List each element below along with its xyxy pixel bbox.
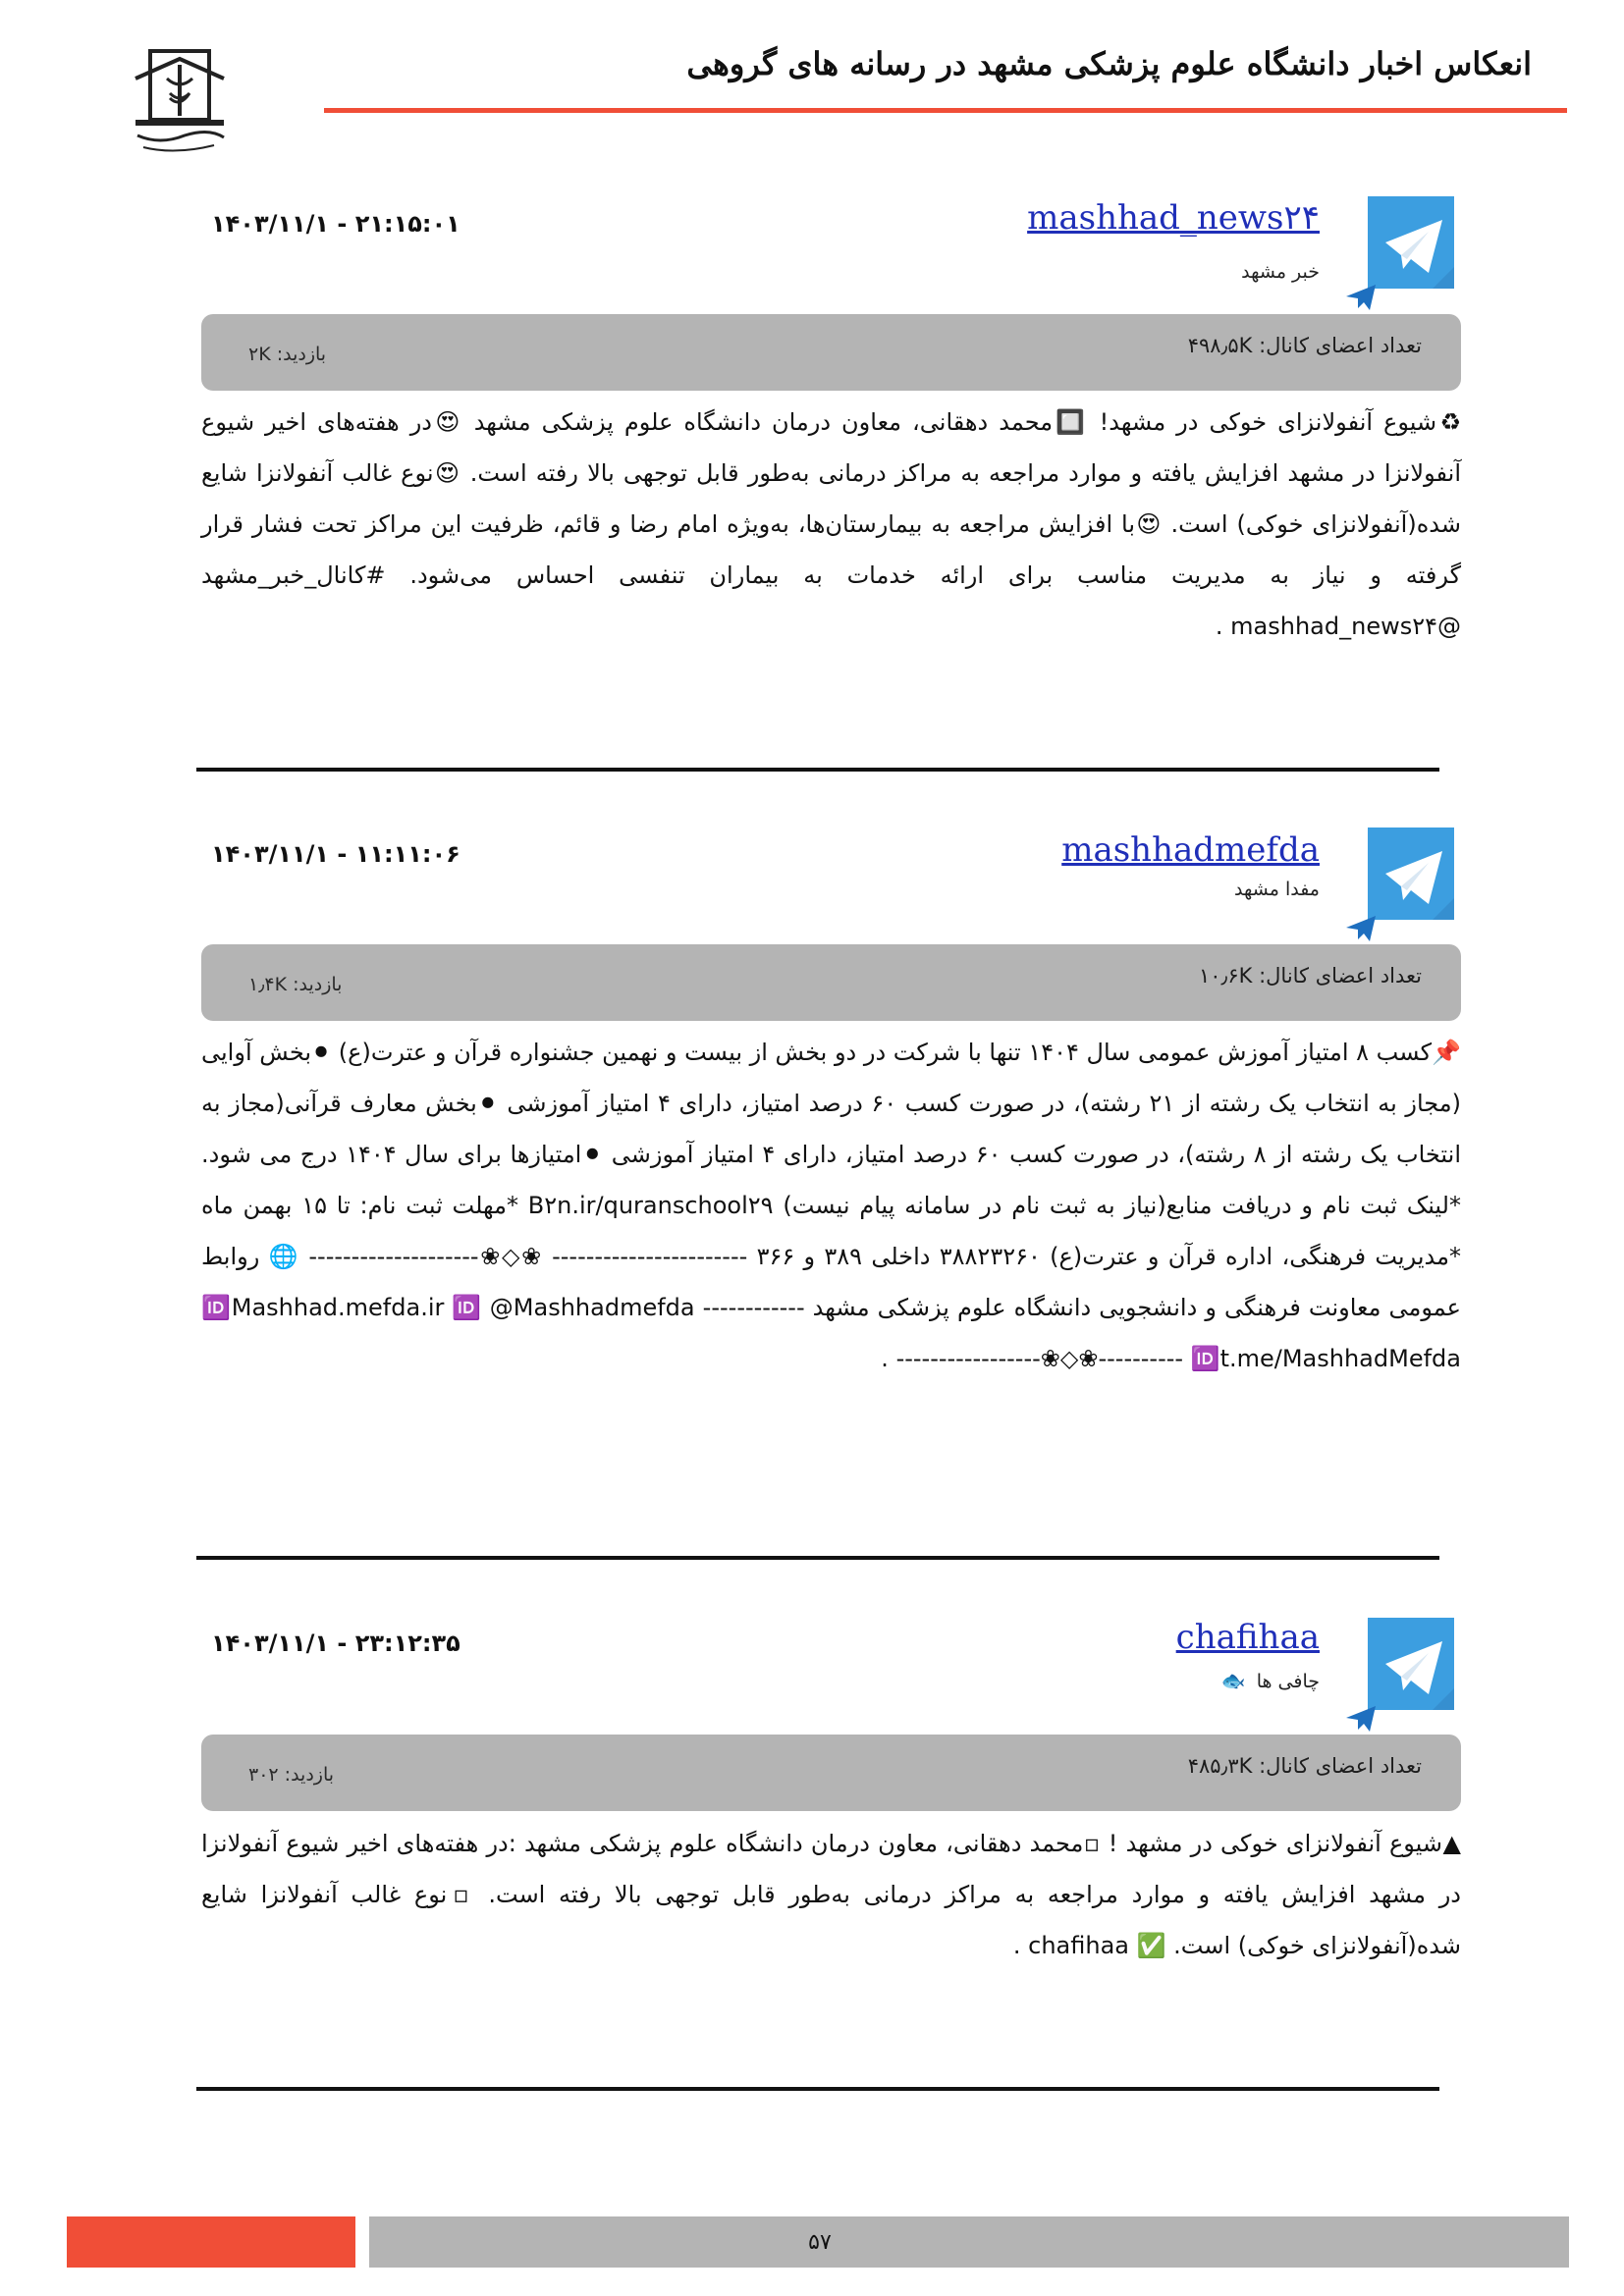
channel-link[interactable]: mashhad_news۲۴ (1027, 198, 1320, 238)
post-text (201, 397, 1461, 652)
fish-icon: 🐟 (1220, 1669, 1246, 1692)
member-count: تعداد اعضای کانال: ۴۹۸٫۵K (1187, 334, 1422, 357)
page-title: انعکاس اخبار دانشگاه علوم پزشکی مشهد در رسانه های گروهی (686, 45, 1532, 82)
header-rule (324, 108, 1567, 113)
stats-bar (201, 1735, 1461, 1811)
channel-link[interactable]: chafihaa (1175, 1618, 1320, 1657)
view-count: بازدید: ۲K (248, 344, 327, 365)
stats-bar (201, 314, 1461, 391)
view-count: بازدید: ۱٫۴K (248, 974, 343, 995)
post-body: 📌کسب ۸ امتیاز آموزش عمومی سال ۱۴۰۴ تنها با شرکت در دو بخش از بیست و نهمین جشنواره قرآن و عترت(ع) ⚫بخش آوایی (مجاز به انتخاب یک رشته از ۲۱ رشته)، در صورت کسب ۶۰ درصد امتیاز، دارای ۴ امتیاز آموزشی ⚫بخش معارف قرآنی(مجاز به انتخاب یک رشته از ۸ رشته)، در صورت کسب ۶۰ درصد امتیاز، دارای ۴ امتیاز آموزشی ⚫امتیازها برای سال ۱۴۰۴ درج می شود. *لینک ثبت نام و دریافت منابع(نیاز به ثبت نام در سامانه پیام نیست) B۲n.ir/quranschool۲۹ *مهلت ثبت نام: تا ۱۵ بهمن ماه *مدیریت فرهنگی، اداره قرآن و عترت(ع) ۳۸۸۲۳۲۶۰ داخلی ۳۸۹ و ۳۶۶ ----------------------- ❀◇❀-------------------- 🌐 روابط عمومی معاونت فرهنگی و دانشجویی دانشگاه علوم پزشکی مشهد ------------ 🆔Mashhad.mefda.ir 🆔 @Mashhadmefda -----------------❀◇❀---------- 🆔t.me/MashhadMefda . (201, 1039, 1462, 1372)
post-body: ▲شیوع آنفولانزای خوکی در مشهد ! ▫محمد دهقانی، معاون درمان دانشگاه علوم پزشکی مشهد :در هفته‌های اخیر شیوع آنفولانزا در مشهد افزایش یافته و موارد مراجعه به مراکز درمانی به‌طور قابل توجهی بالا رفته است. ▫نوع غالب آنفولانزا شایع شده(آنفولانزای خوکی) است. ✅ chafihaa . (201, 1830, 1461, 1959)
member-count: تعداد اعضای کانال: ۴۸۵٫۳K (1187, 1754, 1422, 1778)
channel-name: مفدا مشهد (1234, 879, 1320, 900)
post-separator (196, 2087, 1439, 2091)
channel-name: خبر مشهد (1241, 261, 1320, 283)
telegram-icon (1368, 1618, 1460, 1710)
channel-name-row (982, 1669, 1320, 1692)
stats-bar (201, 944, 1461, 1021)
post-datetime: ۱۴۰۳/۱۱/۱ - ۱۱:۱۱:۰۶ (211, 840, 460, 868)
post-datetime: ۱۴۰۳/۱۱/۱ - ۲۱:۱۵:۰۱ (211, 210, 460, 238)
channel-name: چافی ها (1256, 1671, 1320, 1692)
footer-accent-bar (67, 2216, 355, 2268)
channel-link[interactable]: mashhadmefda (1061, 830, 1320, 870)
post-body: ♻شیوع آنفولانزای خوکی در مشهد! 🔲محمد دهقانی، معاون درمان دانشگاه علوم پزشکی مشهد 😍در هفته‌های اخیر شیوع آنفولانزا در مشهد افزایش یافته و موارد مراجعه به مراکز درمانی به‌طور قابل توجهی بالا رفته است. 😍نوع غالب آنفولانزا شایع شده(آنفولانزای خوکی) است. 😍با افزایش مراجعه به بیمارستان‌ها، به‌ویژه امام رضا و قائم، ظرفیت این مراکز تحت فشار قرار گرفته و نیاز به مدیریت مناسب برای ارائه خدمات به بیماران تنفسی احساس می‌شود. #کانال_خبر_مشهد @mashhad_news۲۴ . (201, 408, 1461, 640)
page-number: ۵۷ (808, 2230, 832, 2255)
view-count: بازدید: ۳۰۲ (248, 1764, 335, 1786)
post-text (201, 1818, 1461, 1971)
telegram-icon (1368, 828, 1460, 920)
university-logo-icon (116, 39, 244, 167)
post-text (201, 1027, 1461, 1384)
footer-bar (369, 2216, 1569, 2268)
post-datetime: ۱۴۰۳/۱۱/۱ - ۲۳:۱۲:۳۵ (211, 1629, 460, 1657)
post-separator (196, 768, 1439, 772)
post-separator (196, 1556, 1439, 1560)
member-count: تعداد اعضای کانال: ۱۰٫۶K (1198, 964, 1422, 988)
telegram-icon (1368, 196, 1460, 289)
